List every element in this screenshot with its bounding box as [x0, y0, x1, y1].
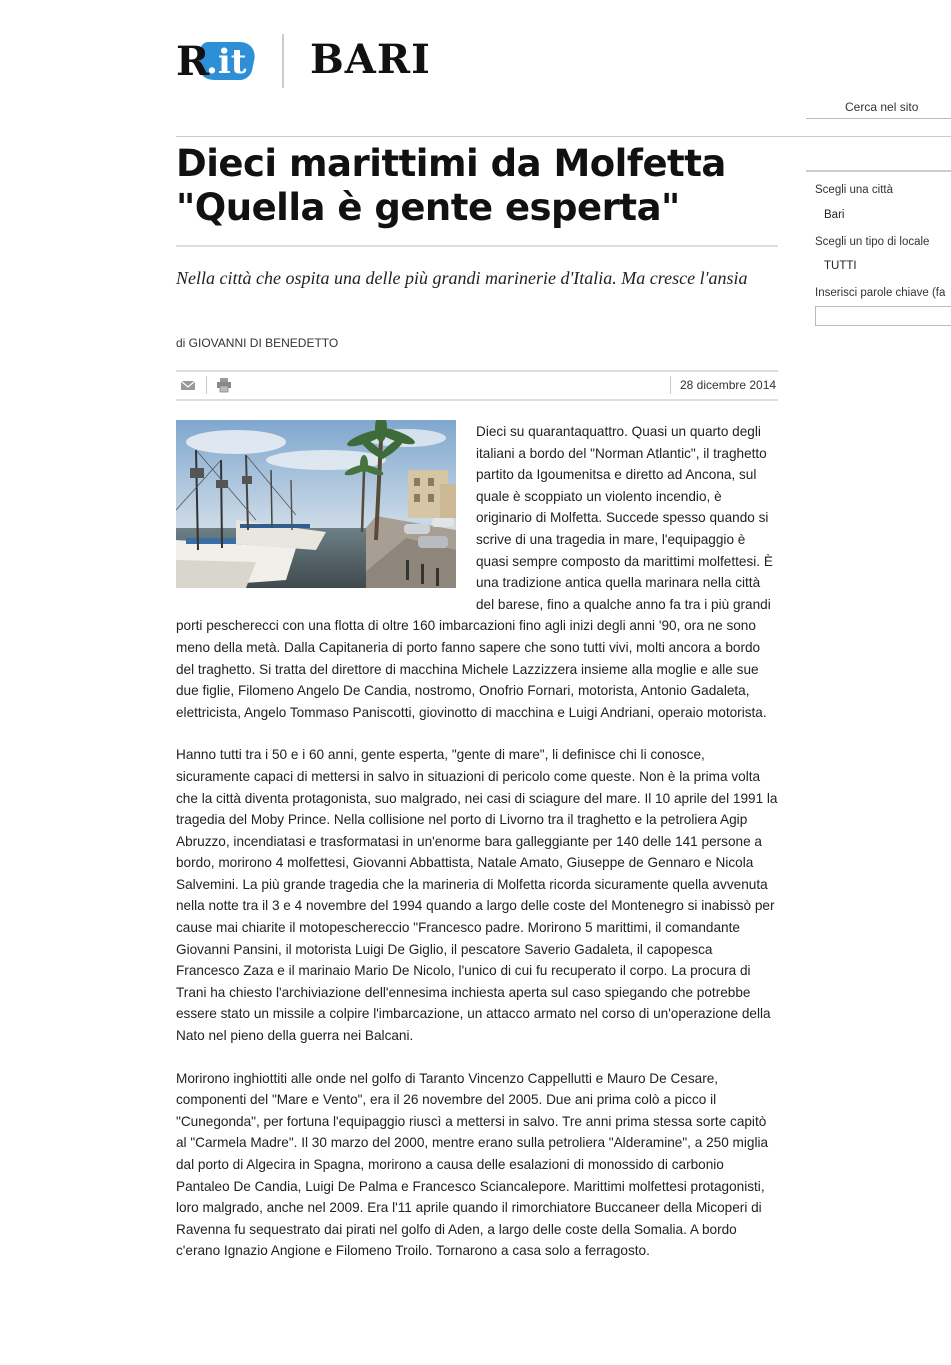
keywords-label: Inserisci parole chiave (fa	[815, 287, 946, 299]
article-body	[176, 421, 779, 1283]
city-select-label: Scegli una città	[815, 184, 893, 196]
article-date: 28 dicembre 2014	[680, 378, 777, 392]
print-icon[interactable]	[216, 377, 232, 393]
keywords-input[interactable]	[815, 306, 951, 326]
toolbar-top-rule	[176, 370, 778, 372]
venue-type-select[interactable]: TUTTI	[824, 260, 857, 272]
search-input-underline[interactable]	[806, 118, 951, 119]
logo-letter: R	[176, 38, 208, 85]
section-title[interactable]: BARI	[310, 36, 431, 83]
venue-type-label: Scegli un tipo di locale	[815, 236, 930, 248]
toolbar-separator	[670, 376, 671, 394]
sidebar-top-rule	[806, 170, 951, 172]
headline-line-2: "Quella è gente esperta"	[176, 186, 680, 229]
article-subtitle: Nella città che ospita una delle più grandi marinerie d'Italia. Ma cresce l'ansia	[176, 268, 748, 288]
article-paragraph: Morirono inghiottiti alle onde nel golfo di Taranto Vincenzo Cappellutti e Mauro De Cesare, componenti del "Mare e Vento", era il 26 novembre del 2005. Due ani prima colò a picco il "Cunegonda", per fortuna l'equipaggio riuscì a mettersi in salvo. Tre anni prima stessa sorte capitò al "Carmela Madre". Il 30 marzo del 2000, mentre erano sulla petroliera "Alderamine", a 250 miglia dal porto di Algecira in Spagna, morirono a causa delle esalazioni di monossido di carbonio Pantaleo De Candia, Luigi De Palma e Francesco Sciancalepore. Marittimi molfettesi protagonisti, loro malgrado, anche nel 2009. Era l'11 aprile quando il rimorchiatore Buccaneer della Micoperi di Ravenna fu sequestrato dai pirati nel golfo di Aden, a largo delle coste della Somalia. A bordo c'erano Ignazio Angione e Filomeno Troilo. Tornarono a casa solo a ferragosto.	[176, 1070, 769, 1259]
article-paragraph: Dieci su quarantaquattro. Quasi un quarto degli italiani a bordo del "Norman Atlantic", il traghetto partito da Igoumenitsa e diretto ad Ancona, sul quale è scoppiato un violento incendio, è originario di Molfetta. Succede spesso quando si scrive di una tragedia in mare, l'equipaggio è quasi sempre composto da marittimi molfettesi. È una tradizione antica quella marinara nella città del barese, fino a qualche anno fa tra i più grandi porti pescherecci con una flotta di oltre 160 imbarcazioni fino agli inizi degli anni '90, ora ne sono meno della metà. Dalla Capitaneria di porto fanno sapere che sono tutti vivi, molti ancora a bordo del traghetto. Si tratta del direttore di macchina Michele Lazzizzera insieme alla moglie e alle sue due figlie, Filomeno Angelo De Candia, nostromo, Onofrio Fornari, motorista, Antonio Gadaleta, elettricista, Angelo Tommaso Paniscotti, giovinotto di macchina e Luigi Andriani, operaio motorista.	[176, 424, 773, 720]
logo-suffix: .it	[206, 42, 247, 82]
headline-line-1: Dieci marittimi da Molfetta	[176, 142, 726, 185]
headline-divider	[176, 245, 778, 247]
repubblica-logo[interactable]	[176, 36, 256, 84]
email-icon[interactable]	[180, 377, 196, 393]
photo-spacer	[176, 421, 476, 597]
toolbar-separator	[206, 376, 207, 394]
logo-divider	[282, 34, 284, 88]
article-headline	[176, 142, 776, 230]
article-paragraph: Hanno tutti tra i 50 e i 60 anni, gente esperta, "gente di mare", li definisce chi li conosce, sicuramente capaci di mettersi in salvo in situazioni di pericolo come queste. Non è la prima volta che la città diventa protagonista, suo malgrado, nei casi di sciagure del mare. Il 10 aprile del 1991 la tragedia del Moby Prince. Nella collisione nel porto di Livorno tra il traghetto e la petroliera Agip Abruzzo, incendiatasi e trasformatasi in un'enorme bara galleggiante per 140 delle 141 persone a bordo, morirono 4 molfettesi, Giovanni Abbattista, Natale Amato, Giuseppe de Gennaro e Nicola Salvemini. La più grande tragedia che la marineria di Molfetta ricorda sicuramente quella avvenuta nella notte tra il 3 e 4 novembre del 1994 quando a largo delle coste del Montenegro si inabissò per cause mai chiarite il motopeschereccio "Francesco padre. Morirono 5 marittimi, il comandante Giovanni Pansini, il motorista Luigi De Giglio, il pescatore Saverio Gadaleta, il capopesca Francesco Zaza e il marinaio Mario De Nicolo, l'unico di cui fu recuperato il corpo. La procura di Trani ha chiesto l'archiviazione dell'ennesima inchiesta aperta sul caso spiegando che potrebbe essere stato un missile a colpire l'imbarcazione, un attacco armato nel corso di un'operazione della Nato nel pieno della guerra nei Balcani.	[176, 747, 778, 1044]
toolbar-bottom-rule	[176, 399, 778, 401]
header-divider	[176, 136, 951, 137]
search-site-label: Cerca nel sito	[845, 100, 919, 114]
city-select[interactable]: Bari	[824, 209, 845, 221]
article-byline: di GIOVANNI DI BENEDETTO	[176, 336, 339, 350]
